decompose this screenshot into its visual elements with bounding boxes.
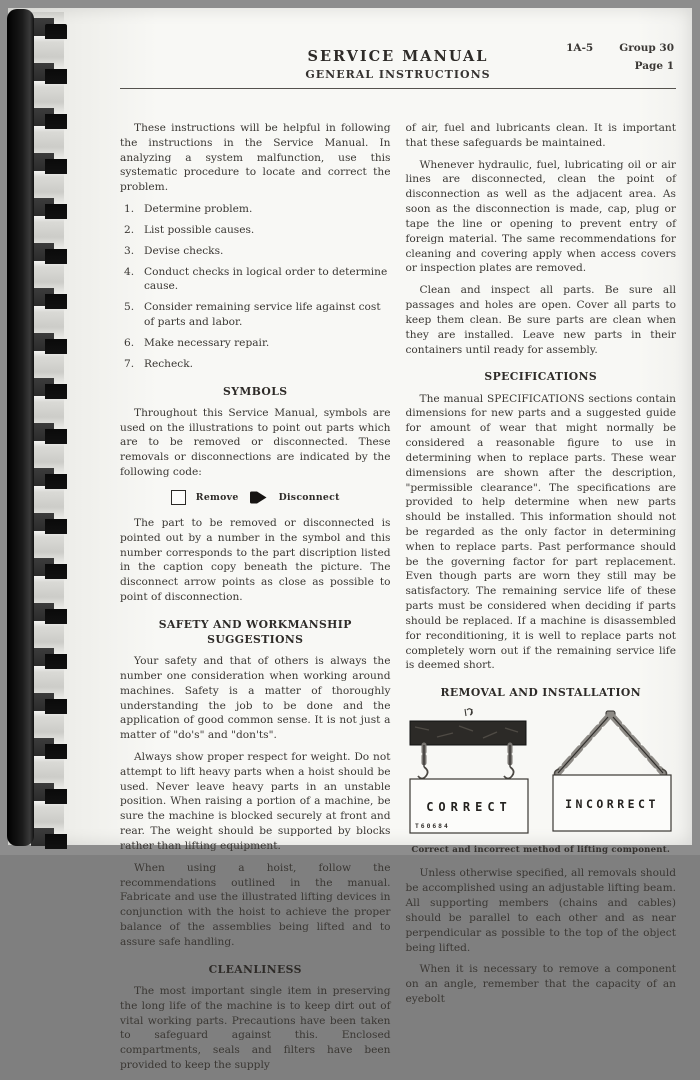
page-subtitle: GENERAL INSTRUCTIONS xyxy=(305,68,491,81)
procedure-steps xyxy=(120,202,391,371)
list-item xyxy=(120,202,391,217)
list-item xyxy=(120,265,391,295)
list-item xyxy=(120,357,391,372)
safety-paragraph-2: Always show proper respect for weight. Do not attempt to lift heavy parts when a hoist should be used. Never leave heavy parts in an unstable position. When raising a portion of a machine, be sure the machine is blocked securely at front and rear. The weight should be supported by blocks rather than lifting equipment. xyxy=(120,751,391,852)
step-number: 4. xyxy=(124,265,135,278)
symbols-paragraph-1: Throughout this Service Manual, symbols are used on the illustrations to point out parts which are to be removed or disconnected. These removals or disconnections are indicated by the following code: xyxy=(120,406,391,479)
safety-paragraph-1: Your safety and that of others is always the number one consideration when working around machines. Safety is a matter of thoroughly understanding the job to be done and the application of good common sense. It is not just a matter of "do's" and "don'ts". xyxy=(120,655,391,742)
header-rule xyxy=(120,88,676,89)
remove-symbol-icon xyxy=(171,490,186,505)
removal-paragraph-1: Unless otherwise specified, all removals should be accomplished using an adjustable lifting beam. All supporting members (chains and cables) should be parallel to each other and as near perpendicular as possible to the top of the object being lifted. xyxy=(405,867,676,954)
left-column xyxy=(120,121,391,1080)
figure-caption: Correct and incorrect method of lifting component. xyxy=(411,845,671,856)
cleanliness-heading: CLEANLINESS xyxy=(208,962,302,976)
page-content xyxy=(8,8,692,1072)
step-text: Make necessary repair. xyxy=(144,336,270,349)
cleanliness-paragraph-1: The most important single item in preserving the long life of the machine is to keep dirt out of vital working parts. Precautions have been taken to safeguard against this. Enclosed compartments, seals and filters have been provided to keep the supply xyxy=(120,984,391,1072)
disconnect-symbol-label: Disconnect xyxy=(278,491,340,503)
step-text: Devise checks. xyxy=(144,244,224,257)
remove-symbol-label: Remove xyxy=(195,491,239,503)
page-number: Page 1 xyxy=(634,59,674,72)
step-number: 2. xyxy=(124,223,135,236)
step-text: Determine problem. xyxy=(144,203,253,216)
intro-paragraph: These instructions will be helpful in following the instructions in the Service Manual. In analyzing a system malfunction, use this systematic procedure to locate and correct the problem. xyxy=(120,122,391,194)
list-item xyxy=(120,223,391,238)
header-references xyxy=(566,40,674,76)
disconnect-symbol-icon xyxy=(249,490,269,505)
cleanliness-paragraph-2: Whenever hydraulic, fuel, lubricating oil or air lines are disconnected, clean the point of disconnection as well as the adjacent area. As soon as the disconnection is made, cap, plug or tape the line or opening to prevent entry of foreign material. The same recommendations for cleaning and covering apply when access covers or inspection plates are removed. xyxy=(405,158,676,275)
symbols-heading: SYMBOLS xyxy=(223,384,288,398)
lifting-figure-svg xyxy=(407,707,675,839)
step-text: Recheck. xyxy=(144,357,193,370)
cleanliness-paragraph-3: Clean and inspect all parts. Be sure all passages and holes are open. Cover all parts to keep them clean. Be sure parts are clean when they are installed. Leave new parts in their containers until ready for assembly. xyxy=(405,284,676,356)
safety-paragraph-3: When using a hoist, follow the recommendations outlined in the manual. Fabricate and use the illustrated lifting devices in conjunction with the hoist to achieve the proper balance of the assemblies being lifted and to assure safe handling. xyxy=(120,861,391,948)
lifting-figure xyxy=(406,707,677,839)
specifications-heading: SPECIFICATIONS xyxy=(484,370,598,384)
removal-paragraph-2: When it is necessary to remove a component on an angle, remember that the capacity of an eyebolt xyxy=(405,963,676,1006)
step-number: 6. xyxy=(124,336,135,349)
figure-number: T60684 xyxy=(414,823,450,831)
step-number: 7. xyxy=(124,357,135,370)
right-column xyxy=(406,121,677,1080)
specifications-paragraph: The manual SPECIFICATIONS sections contain dimensions for new parts and a suggested guide for amount of wear that might normally be considered a reasonable figure to use in determining when to replace parts. These wear dimensions are shown after the description, "permissible clearance". The specifications are provided to help determine when new parts should be installed. This information should not be regarded as the only factor in determining when to replace parts. Past performance should be the governing factor for part replacement. Even though parts are worn they still may be satisfactory. The remaining service life of these parts must be considered when deciding if parts should be replaced. If a machine is disassembled for reconditioning, it is well to replace parts not completely worn out if the remaining service life is deemed short. xyxy=(405,392,676,672)
symbols-paragraph-2: The part to be removed or disconnected is pointed out by a number in the symbol and this number corresponds to the part discription listed in the caption copy beneath the picture. The disconnect arrow points as close as possible to point of disconnection. xyxy=(120,516,391,603)
section-code: 1A-5 xyxy=(566,42,594,54)
group-label: Group 30 xyxy=(619,42,674,54)
page-title: SERVICE MANUAL xyxy=(307,48,489,65)
two-column-body xyxy=(120,121,676,1080)
step-number: 5. xyxy=(124,301,135,314)
step-number: 1. xyxy=(124,203,135,216)
cleanliness-continuation: of air, fuel and lubricants clean. It is important that these safeguards be maintained. xyxy=(405,122,676,149)
safety-heading: SAFETY AND WORKMANSHIP SUGGESTIONS xyxy=(158,617,352,646)
list-item xyxy=(120,336,391,351)
step-text: Conduct checks in logical order to determine cause. xyxy=(144,265,388,293)
step-number: 3. xyxy=(124,244,135,257)
symbols-legend xyxy=(120,490,391,505)
incorrect-label: INCORRECT xyxy=(564,797,659,812)
list-item xyxy=(120,244,391,259)
removal-heading: REMOVAL AND INSTALLATION xyxy=(440,686,641,700)
step-text: Consider remaining service life against cost of parts and labor. xyxy=(144,301,381,329)
correct-label: CORRECT xyxy=(425,800,512,815)
step-text: List possible causes. xyxy=(144,223,255,236)
list-item xyxy=(120,300,391,330)
page-header xyxy=(120,32,676,112)
